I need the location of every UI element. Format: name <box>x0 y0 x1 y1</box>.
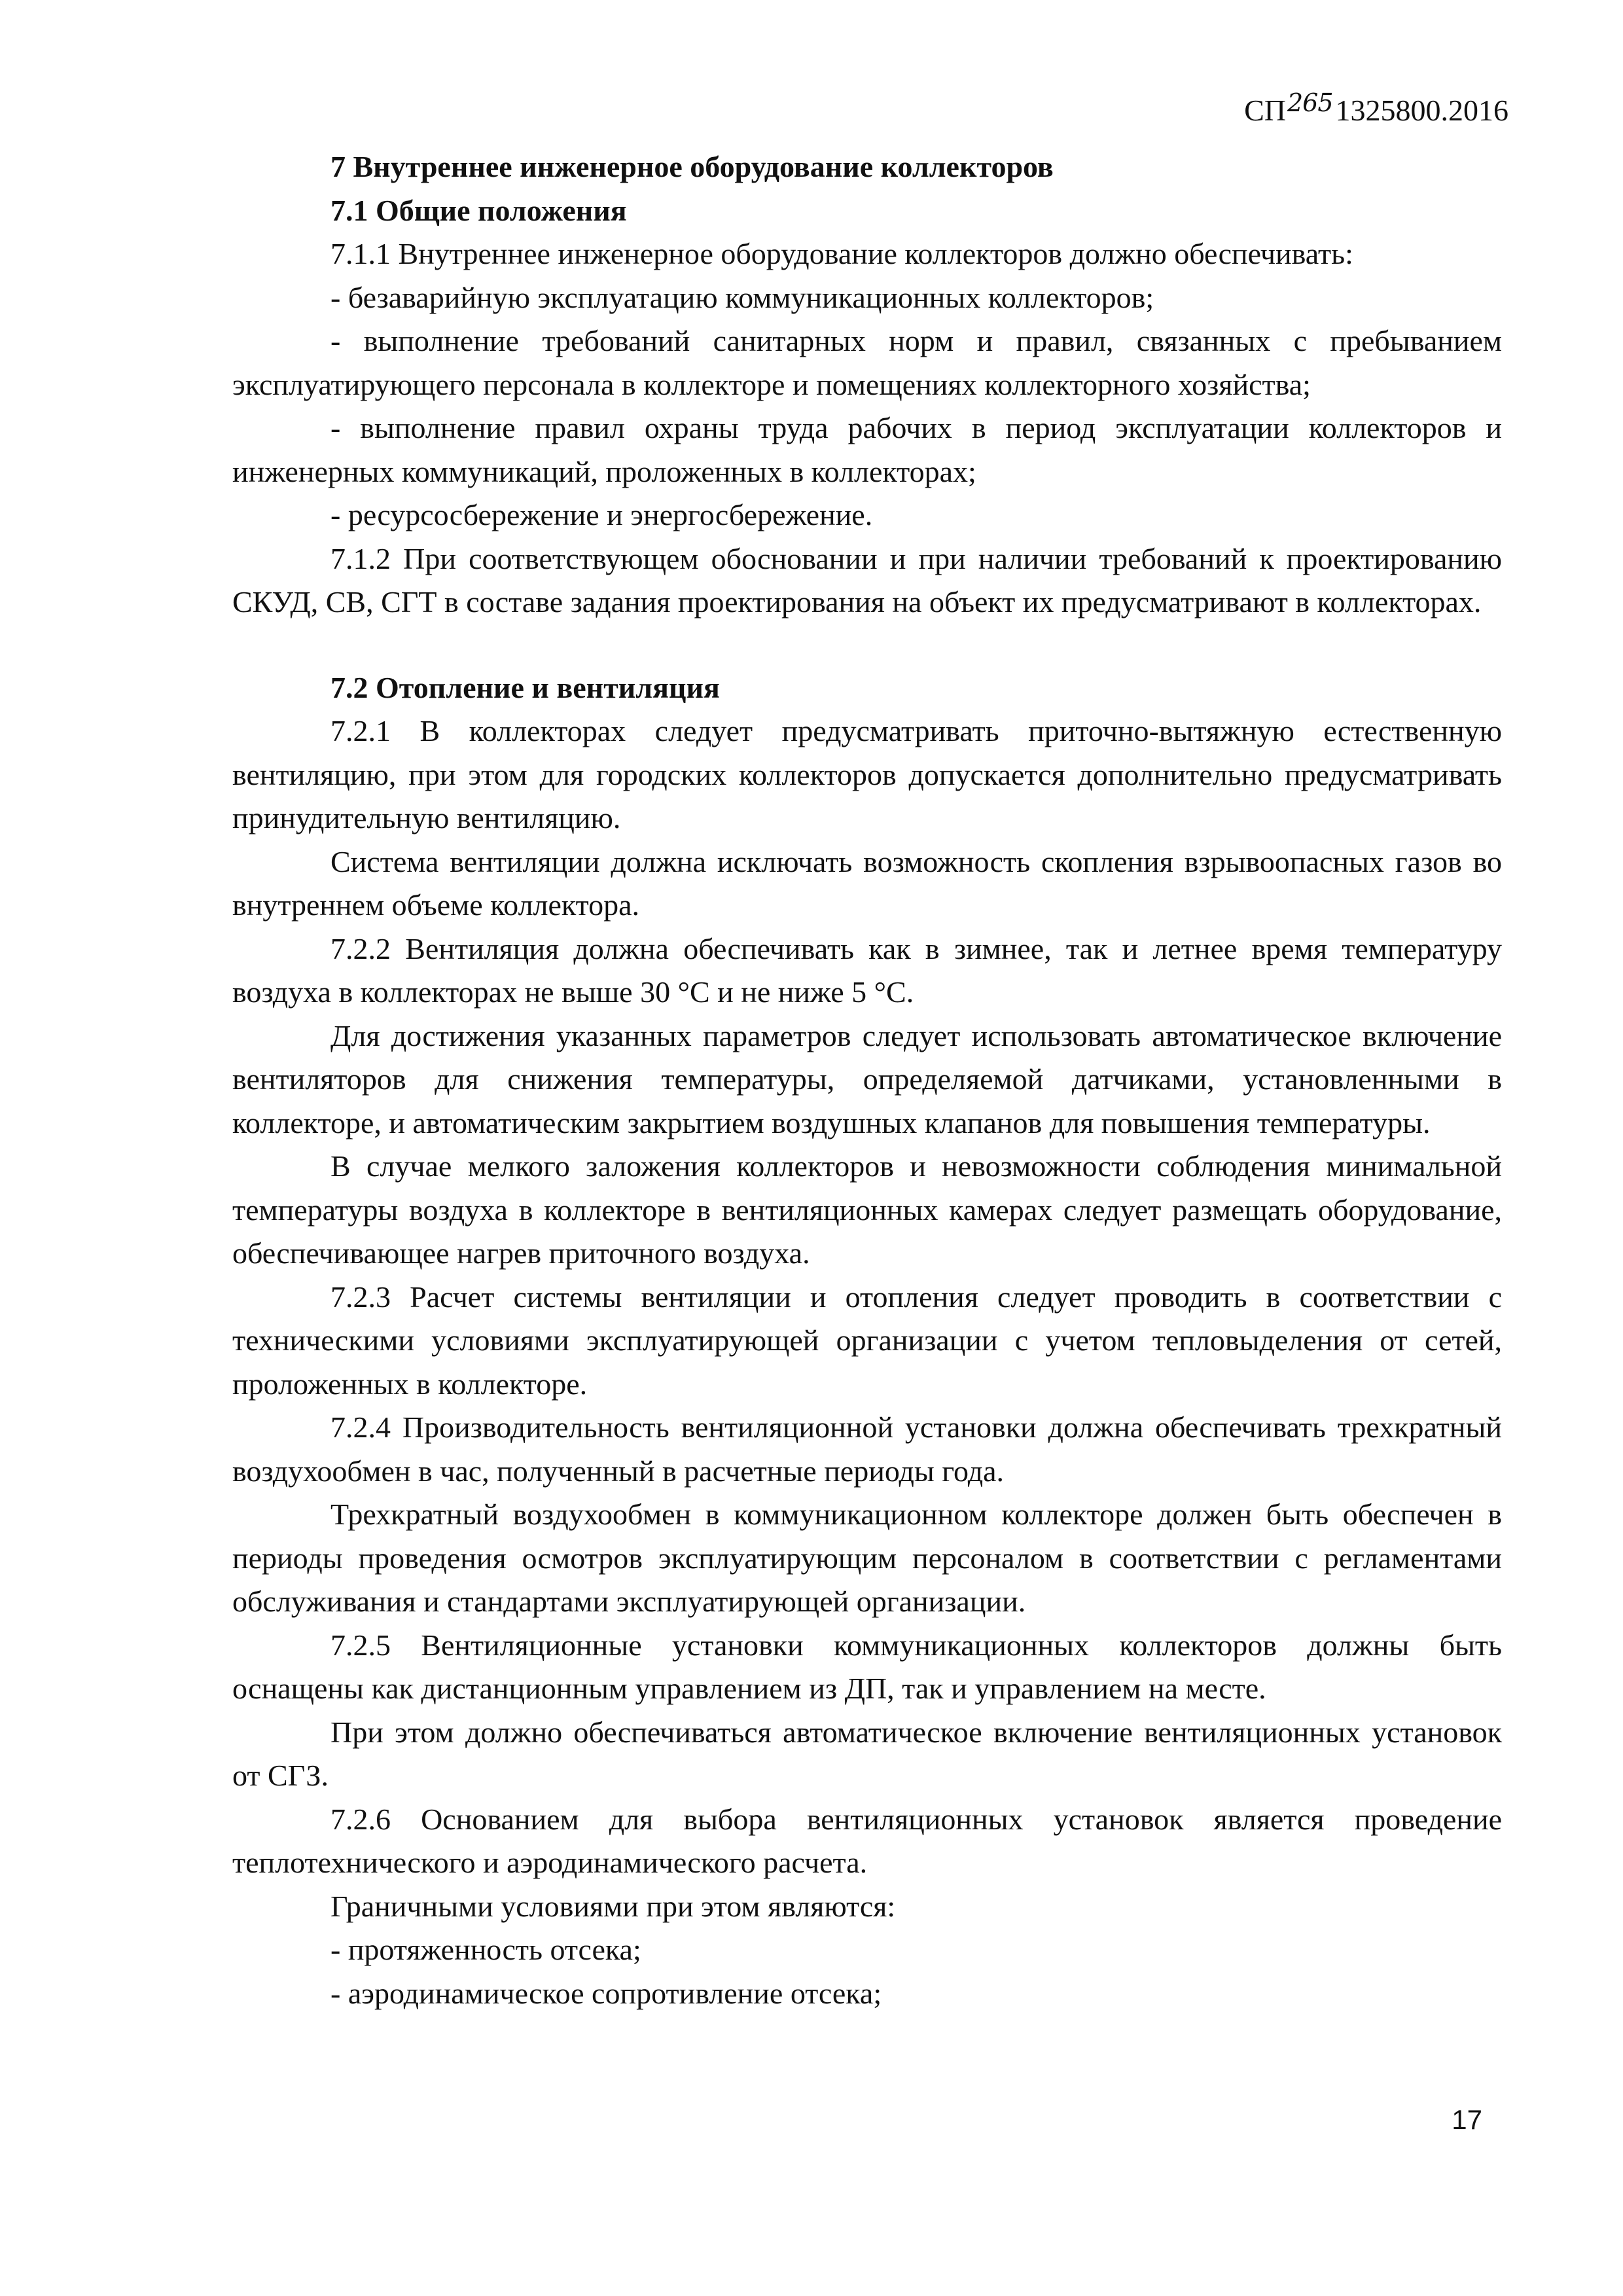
paragraph-7-2-6: 7.2.6 Основанием для выбора вентиляционных установок является проведение теплотехнического и аэродинамического расчета. <box>232 1802 1502 1879</box>
page-number: 17 <box>1452 2104 1482 2135</box>
paragraph: В случае мелкого заложения коллекторов и невозможности соблюдения минимальной температуры воздуха в коллекторе в вентиляционных камерах следует размещать оборудование, обеспечивающее нагрев приточного воздуха. <box>232 1149 1502 1270</box>
document-body <box>232 145 1502 2015</box>
paragraph-7-2-2: 7.2.2 Вентиляция должна обеспечивать как в зимнее, так и летнее время температуру воздуха в коллекторах не выше 30 °С и не ниже 5 °С. <box>232 931 1502 1009</box>
section-7-1-title: 7.1 Общие положения <box>330 193 627 227</box>
paragraph-7-2-5: 7.2.5 Вентиляционные установки коммуникационных коллекторов должны быть оснащены как дистанционным управлением из ДП, так и управлением на месте. <box>232 1628 1502 1705</box>
list-item: - протяженность отсека; <box>330 1933 641 1966</box>
paragraph-7-1-1: 7.1.1 Внутреннее инженерное оборудование коллекторов должно обеспечивать: <box>330 237 1353 270</box>
list-item: - безаварийную эксплуатацию коммуникационных коллекторов; <box>330 280 1154 314</box>
code-prefix: СП <box>1244 94 1286 127</box>
paragraph-7-1-2: 7.1.2 При соответствующем обосновании и при наличии требований к проектированию СКУД, СВ, СГТ в составе задания проектирования на объект их предусматривают в коллекторах. <box>232 541 1502 619</box>
list-item: - аэродинамическое сопротивление отсека; <box>330 1976 882 2010</box>
handwritten-number: 265 <box>1287 88 1333 117</box>
paragraph-7-2-3: 7.2.3 Расчет системы вентиляции и отопления следует проводить в соответствии с техническими условиями эксплуатирующей организации с учетом тепловыделения от сетей, проложенных в коллекторе. <box>232 1280 1502 1401</box>
section-7-title: 7 Внутреннее инженерное оборудование коллекторов <box>330 150 1054 183</box>
paragraph: Граничными условиями при этом являются: <box>330 1889 896 1923</box>
list-item: - выполнение правил охраны труда рабочих в период эксплуатации коллекторов и инженерных коммуникаций, проложенных в коллекторах; <box>232 411 1502 488</box>
section-7-2-title: 7.2 Отопление и вентиляция <box>330 670 720 704</box>
paragraph-7-2-1: 7.2.1 В коллекторах следует предусматривать приточно-вытяжную естественную вентиляцию, при этом для городских коллекторов допускается дополнительно предусматривать принудительную вентиляцию. <box>232 714 1502 834</box>
list-item: - ресурсосбережение и энергосбережение. <box>330 498 873 531</box>
code-suffix: 1325800.2016 <box>1335 94 1508 127</box>
paragraph: Для достижения указанных параметров следует использовать автоматическое включение вентиляторов для снижения температуры, определяемой датчиками, установленными в коллекторе, и автоматическим закрытием воздушных клапанов для повышения температуры. <box>232 1018 1502 1139</box>
paragraph: Трехкратный воздухообмен в коммуникационном коллекторе должен быть обеспечен в периоды проведения осмотров эксплуатирующим персоналом в соответствии с регламентами обслуживания и стандартами эксплуатирующей организации. <box>232 1498 1502 1618</box>
paragraph-7-2-4: 7.2.4 Производительность вентиляционной установки должна обеспечивать трехкратный воздухообмен в час, полученный в расчетные периоды года. <box>232 1410 1502 1488</box>
paragraph: Система вентиляции должна исключать возможность скопления взрывоопасных газов во внутреннем объеме коллектора. <box>232 844 1502 922</box>
paragraph: При этом должно обеспечиваться автоматическое включение вентиляционных установок от СГЗ. <box>232 1715 1502 1792</box>
document-code <box>1244 90 1508 126</box>
list-item: - выполнение требований санитарных норм и правил, связанных с пребыванием эксплуатирующего персонала в коллекторе и помещениях коллекторного хозяйства; <box>232 324 1502 401</box>
